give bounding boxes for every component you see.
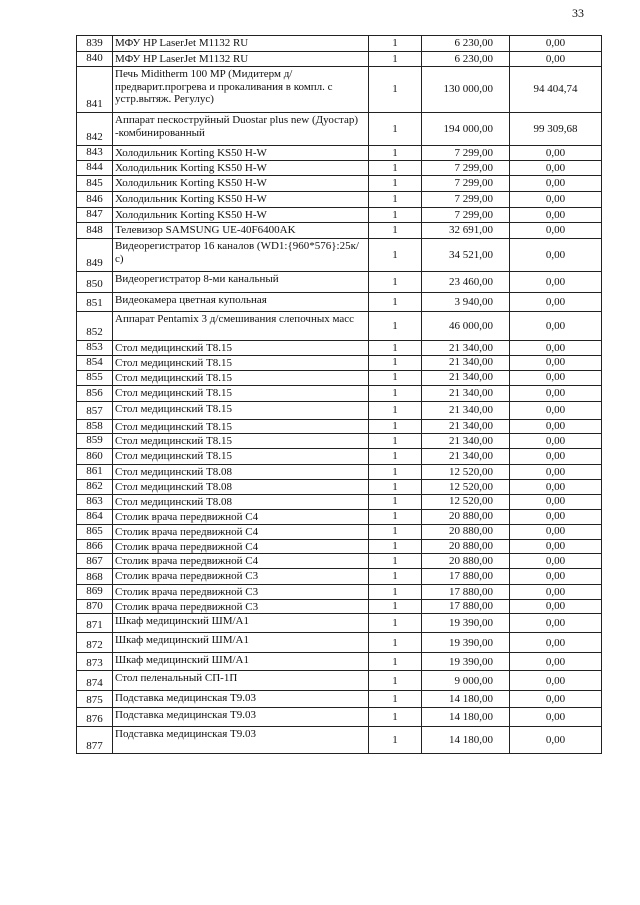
quantity-cell: 1 [369,113,422,146]
quantity-cell: 1 [369,370,422,385]
table-row [77,539,602,554]
residual-value-cell: 0,00 [510,671,602,691]
residual-value-cell: 0,00 [510,509,602,524]
row-number-cell: 867 [77,554,113,569]
residual-value-cell: 0,00 [510,223,602,239]
item-name-cell: Стол пеленальный СП-1П [113,671,369,691]
item-name-cell: Холодильник Korting KS50 H-W [113,208,369,223]
quantity-cell: 1 [369,509,422,524]
table-row [77,464,602,479]
item-name-cell: Шкаф медицинский ШМ/А1 [113,614,369,633]
quantity-cell: 1 [369,293,422,312]
row-number-cell: 872 [77,633,113,653]
table-row [77,633,602,653]
residual-value-cell: 0,00 [510,272,602,293]
item-name-cell: Столик врача передвижной С3 [113,569,369,585]
residual-value-cell: 0,00 [510,633,602,653]
quantity-cell: 1 [369,434,422,449]
residual-value-cell: 0,00 [510,691,602,708]
row-number-cell: 862 [77,479,113,494]
residual-value-cell: 0,00 [510,464,602,479]
row-number-cell: 855 [77,370,113,385]
quantity-cell: 1 [369,161,422,176]
row-number-cell: 841 [77,67,113,113]
quantity-cell: 1 [369,494,422,509]
row-number-cell: 871 [77,614,113,633]
price-cell: 21 340,00 [422,401,510,419]
item-name-cell: Стол медицинский Т8.15 [113,370,369,385]
price-cell: 32 691,00 [422,223,510,239]
price-cell: 6 230,00 [422,36,510,52]
quantity-cell: 1 [369,585,422,600]
row-number-cell: 840 [77,52,113,67]
table-row [77,161,602,176]
quantity-cell: 1 [369,691,422,708]
item-name-cell: Столик врача передвижной С4 [113,524,369,539]
residual-value-cell: 0,00 [510,434,602,449]
item-name-cell: Аппарат пескоструйный Duostar plus new (Дуостар) -комбинированный [113,113,369,146]
residual-value-cell: 0,00 [510,208,602,223]
price-cell: 20 880,00 [422,509,510,524]
row-number-cell: 869 [77,585,113,600]
row-number-cell: 874 [77,671,113,691]
row-number-cell: 852 [77,312,113,341]
table-row [77,727,602,754]
quantity-cell: 1 [369,146,422,161]
residual-value-cell: 0,00 [510,554,602,569]
residual-value-cell: 0,00 [510,355,602,370]
residual-value-cell: 0,00 [510,293,602,312]
quantity-cell: 1 [369,272,422,293]
residual-value-cell: 0,00 [510,539,602,554]
table-row [77,585,602,600]
price-cell: 21 340,00 [422,355,510,370]
table-row [77,36,602,52]
table-row [77,569,602,585]
price-cell: 14 180,00 [422,727,510,754]
row-number-cell: 839 [77,36,113,52]
quantity-cell: 1 [369,67,422,113]
page-number: 33 [572,6,584,20]
table-row [77,509,602,524]
price-cell: 130 000,00 [422,67,510,113]
row-number-cell: 861 [77,464,113,479]
table-row [77,419,602,434]
table-row [77,479,602,494]
item-name-cell: Стол медицинский Т8.15 [113,419,369,434]
row-number-cell: 877 [77,727,113,754]
item-name-cell: Подставка медицинская Т9.03 [113,691,369,708]
item-name-cell: Стол медицинский Т8.15 [113,401,369,419]
row-number-cell: 876 [77,708,113,727]
residual-value-cell: 0,00 [510,341,602,356]
row-number-cell: 851 [77,293,113,312]
item-name-cell: Видеорегистратор 8-ми канальный [113,272,369,293]
item-name-cell: Столик врача передвижной С3 [113,585,369,600]
table-row [77,355,602,370]
price-cell: 12 520,00 [422,494,510,509]
table-row [77,223,602,239]
price-cell: 21 340,00 [422,419,510,434]
table-row [77,146,602,161]
price-cell: 3 940,00 [422,293,510,312]
row-number-cell: 864 [77,509,113,524]
table-row [77,708,602,727]
residual-value-cell: 0,00 [510,385,602,401]
price-cell: 21 340,00 [422,434,510,449]
row-number-cell: 848 [77,223,113,239]
residual-value-cell: 0,00 [510,653,602,671]
price-cell: 7 299,00 [422,146,510,161]
item-name-cell: Столик врача передвижной С4 [113,554,369,569]
table-row [77,401,602,419]
residual-value-cell: 0,00 [510,239,602,272]
residual-value-cell: 0,00 [510,36,602,52]
table-row [77,370,602,385]
residual-value-cell: 0,00 [510,494,602,509]
quantity-cell: 1 [369,614,422,633]
row-number-cell: 853 [77,341,113,356]
residual-value-cell: 94 404,74 [510,67,602,113]
table-row [77,176,602,192]
table-row [77,494,602,509]
row-number-cell: 865 [77,524,113,539]
quantity-cell: 1 [369,524,422,539]
price-cell: 34 521,00 [422,239,510,272]
table-row [77,341,602,356]
table-row [77,312,602,341]
item-name-cell: Стол медицинский Т8.15 [113,448,369,464]
table-row [77,524,602,539]
item-name-cell: Подставка медицинская Т9.03 [113,708,369,727]
residual-value-cell: 0,00 [510,146,602,161]
price-cell: 12 520,00 [422,479,510,494]
row-number-cell: 842 [77,113,113,146]
price-cell: 20 880,00 [422,539,510,554]
item-name-cell: МФУ HP LaserJet M1132 RU [113,36,369,52]
price-cell: 17 880,00 [422,569,510,585]
row-number-cell: 870 [77,599,113,614]
quantity-cell: 1 [369,401,422,419]
item-name-cell: Стол медицинский Т8.08 [113,479,369,494]
item-name-cell: Аппарат Pentamix 3 д/смешивания слепочных масс [113,312,369,341]
row-number-cell: 846 [77,192,113,208]
table-row [77,293,602,312]
price-cell: 6 230,00 [422,52,510,67]
price-cell: 19 390,00 [422,633,510,653]
price-cell: 12 520,00 [422,464,510,479]
price-cell: 7 299,00 [422,192,510,208]
row-number-cell: 866 [77,539,113,554]
table-row [77,113,602,146]
row-number-cell: 873 [77,653,113,671]
quantity-cell: 1 [369,36,422,52]
quantity-cell: 1 [369,355,422,370]
quantity-cell: 1 [369,176,422,192]
price-cell: 23 460,00 [422,272,510,293]
table-row [77,671,602,691]
quantity-cell: 1 [369,52,422,67]
residual-value-cell: 0,00 [510,585,602,600]
price-cell: 21 340,00 [422,448,510,464]
residual-value-cell: 0,00 [510,161,602,176]
residual-value-cell: 0,00 [510,524,602,539]
table-row [77,599,602,614]
item-name-cell: Печь Miditherm 100 MP (Мидитерм д/предварит.прогрева и прокаливания в компл. с устр.вытяж. Регулус) [113,67,369,113]
residual-value-cell: 0,00 [510,401,602,419]
price-cell: 7 299,00 [422,161,510,176]
quantity-cell: 1 [369,239,422,272]
table-row [77,67,602,113]
row-number-cell: 844 [77,161,113,176]
item-name-cell: Столик врача передвижной С4 [113,539,369,554]
table-row [77,448,602,464]
price-cell: 21 340,00 [422,385,510,401]
row-number-cell: 868 [77,569,113,585]
price-cell: 21 340,00 [422,370,510,385]
quantity-cell: 1 [369,599,422,614]
quantity-cell: 1 [369,479,422,494]
residual-value-cell: 0,00 [510,727,602,754]
item-name-cell: Холодильник Korting KS50 H-W [113,161,369,176]
quantity-cell: 1 [369,653,422,671]
quantity-cell: 1 [369,192,422,208]
item-name-cell: Телевизор SAMSUNG UE-40F6400AK [113,223,369,239]
row-number-cell: 856 [77,385,113,401]
price-cell: 9 000,00 [422,671,510,691]
residual-value-cell: 99 309,68 [510,113,602,146]
quantity-cell: 1 [369,554,422,569]
residual-value-cell: 0,00 [510,370,602,385]
quantity-cell: 1 [369,464,422,479]
item-name-cell: Столик врача передвижной С4 [113,509,369,524]
residual-value-cell: 0,00 [510,569,602,585]
row-number-cell: 859 [77,434,113,449]
table-row [77,272,602,293]
item-name-cell: Холодильник Korting KS50 H-W [113,192,369,208]
item-name-cell: Шкаф медицинский ШМ/А1 [113,653,369,671]
table-row [77,614,602,633]
quantity-cell: 1 [369,671,422,691]
table-row [77,192,602,208]
inventory-table [76,35,602,754]
price-cell: 17 880,00 [422,585,510,600]
residual-value-cell: 0,00 [510,312,602,341]
row-number-cell: 845 [77,176,113,192]
price-cell: 19 390,00 [422,653,510,671]
quantity-cell: 1 [369,708,422,727]
quantity-cell: 1 [369,312,422,341]
residual-value-cell: 0,00 [510,448,602,464]
item-name-cell: Стол медицинский Т8.08 [113,464,369,479]
residual-value-cell: 0,00 [510,176,602,192]
residual-value-cell: 0,00 [510,419,602,434]
residual-value-cell: 0,00 [510,479,602,494]
price-cell: 7 299,00 [422,176,510,192]
residual-value-cell: 0,00 [510,52,602,67]
item-name-cell: Стол медицинский Т8.15 [113,341,369,356]
row-number-cell: 875 [77,691,113,708]
item-name-cell: Стол медицинский Т8.08 [113,494,369,509]
row-number-cell: 847 [77,208,113,223]
table-row [77,691,602,708]
table-row [77,653,602,671]
row-number-cell: 850 [77,272,113,293]
row-number-cell: 863 [77,494,113,509]
table-row [77,52,602,67]
item-name-cell: Подставка медицинская Т9.03 [113,727,369,754]
quantity-cell: 1 [369,385,422,401]
item-name-cell: Шкаф медицинский ШМ/А1 [113,633,369,653]
quantity-cell: 1 [369,448,422,464]
table-row [77,208,602,223]
row-number-cell: 857 [77,401,113,419]
residual-value-cell: 0,00 [510,192,602,208]
price-cell: 14 180,00 [422,708,510,727]
price-cell: 7 299,00 [422,208,510,223]
quantity-cell: 1 [369,569,422,585]
price-cell: 21 340,00 [422,341,510,356]
quantity-cell: 1 [369,208,422,223]
quantity-cell: 1 [369,727,422,754]
quantity-cell: 1 [369,341,422,356]
price-cell: 14 180,00 [422,691,510,708]
price-cell: 46 000,00 [422,312,510,341]
price-cell: 17 880,00 [422,599,510,614]
quantity-cell: 1 [369,223,422,239]
item-name-cell: Стол медицинский Т8.15 [113,434,369,449]
row-number-cell: 854 [77,355,113,370]
row-number-cell: 860 [77,448,113,464]
table-row [77,554,602,569]
residual-value-cell: 0,00 [510,708,602,727]
quantity-cell: 1 [369,419,422,434]
inventory-table-body [77,36,602,754]
item-name-cell: Видеорегистратор 16 каналов (WD1:{960*576}:25к/с) [113,239,369,272]
item-name-cell: Видеокамера цветная купольная [113,293,369,312]
residual-value-cell: 0,00 [510,599,602,614]
price-cell: 20 880,00 [422,524,510,539]
item-name-cell: Стол медицинский Т8.15 [113,355,369,370]
price-cell: 19 390,00 [422,614,510,633]
price-cell: 194 000,00 [422,113,510,146]
table-row [77,434,602,449]
table-row [77,239,602,272]
row-number-cell: 843 [77,146,113,161]
item-name-cell: МФУ HP LaserJet M1132 RU [113,52,369,67]
residual-value-cell: 0,00 [510,614,602,633]
item-name-cell: Столик врача передвижной С3 [113,599,369,614]
row-number-cell: 858 [77,419,113,434]
item-name-cell: Холодильник Korting KS50 H-W [113,176,369,192]
quantity-cell: 1 [369,539,422,554]
row-number-cell: 849 [77,239,113,272]
price-cell: 20 880,00 [422,554,510,569]
table-row [77,385,602,401]
quantity-cell: 1 [369,633,422,653]
item-name-cell: Стол медицинский Т8.15 [113,385,369,401]
item-name-cell: Холодильник Korting KS50 H-W [113,146,369,161]
